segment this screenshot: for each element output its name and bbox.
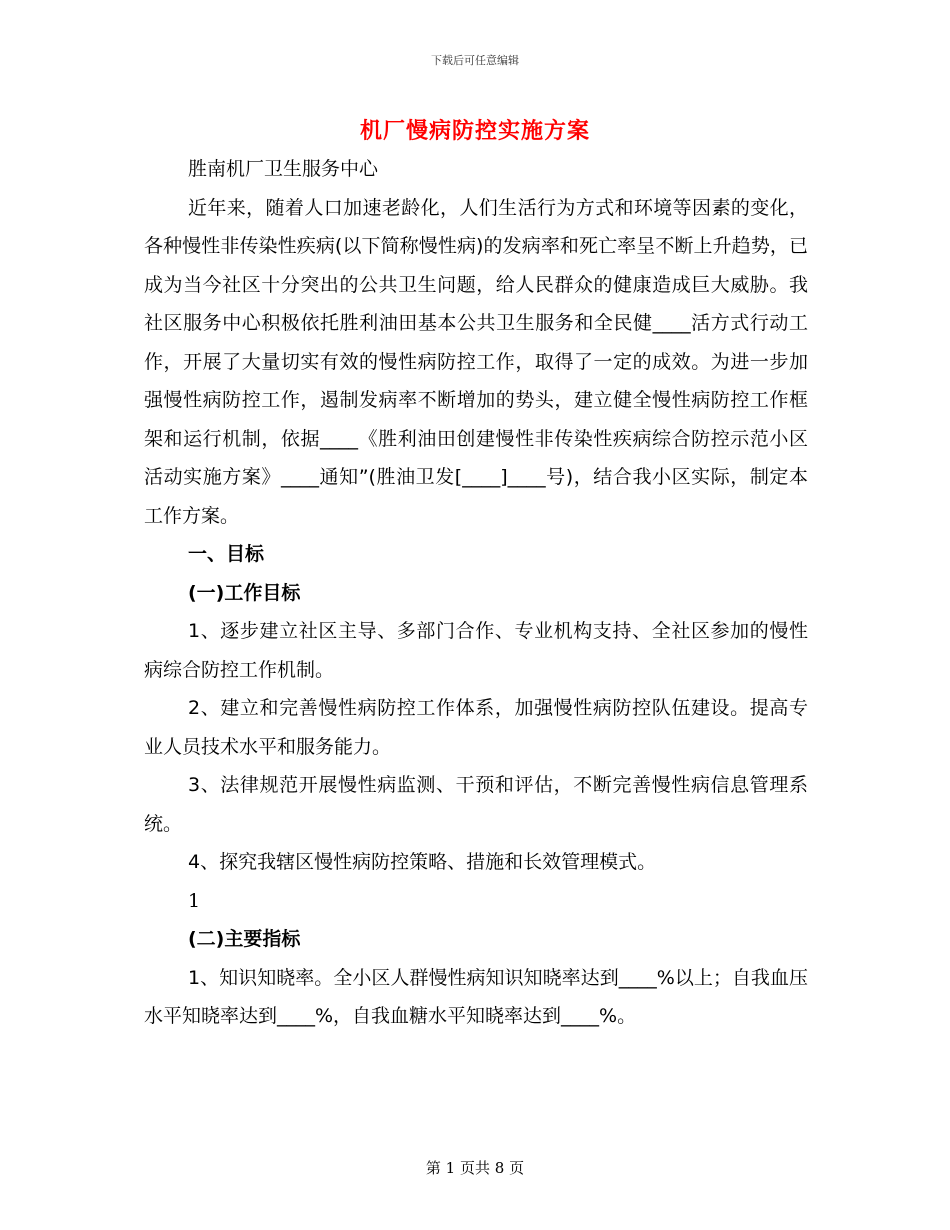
subsection-heading-work-goals: (一)工作目标 xyxy=(188,581,301,604)
intro-paragraph: 近年来，随着人口加速老龄化，人们生活行为方式和环境等因素的变化，各种慢性非传染性疾病(以下简称慢性病)的发病率和死亡率呈不断上升趋势，已成为当今社区十分突出的公共卫生问题，给人民群众的健康造成巨大威胁。我社区服务中心积极依托胜利油田基本公共卫生服务和全民健____活方式行动工作，开展了大量切实有效的慢性病防控工作，取得了一定的成效。为进一步加强慢性病防控工作，遏制发病率不断增加的势头，建立健全慢性病防控工作框架和运行机制，依据____《胜利油田创建慢性非传染性疾病综合防控示范小区活动实施方案》____通知”(胜油卫发[____]____号)，结合我小区实际，制定本工作方案。 xyxy=(144,196,808,527)
goal-item-1: 1、逐步建立社区主导、多部门合作、专业机构支持、全社区参加的慢性病综合防控工作机制。 xyxy=(144,620,808,681)
inline-page-marker: 1 xyxy=(188,889,201,912)
page-footer: 第 1 页共 8 页 xyxy=(425,1159,525,1177)
goal-item-3: 3、法律规范开展慢性病监测、干预和评估，不断完善慢性病信息管理系统。 xyxy=(144,774,808,835)
subsection-heading-main-indicators: (二)主要指标 xyxy=(188,928,301,950)
section-heading-goals: 一、目标 xyxy=(188,543,265,565)
goal-item-2: 2、建立和完善慢性病防控工作体系，加强慢性病防控队伍建设。提高专业人员技术水平和服务能力。 xyxy=(144,697,808,758)
indicator-item-1: 1、知识知晓率。全小区人群慢性病知识知晓率达到____%以上；自我血压水平知晓率达到____%，自我血糖水平知晓率达到____%。 xyxy=(144,966,808,1027)
header-note: 下载后可任意编辑 xyxy=(431,54,519,67)
document-title: 机厂慢病防控实施方案 xyxy=(359,119,590,144)
organization-line: 胜南机厂卫生服务中心 xyxy=(188,158,379,180)
document-body xyxy=(144,150,808,1036)
goal-item-4: 4、探究我辖区慢性病防控策略、措施和长效管理模式。 xyxy=(188,851,657,873)
